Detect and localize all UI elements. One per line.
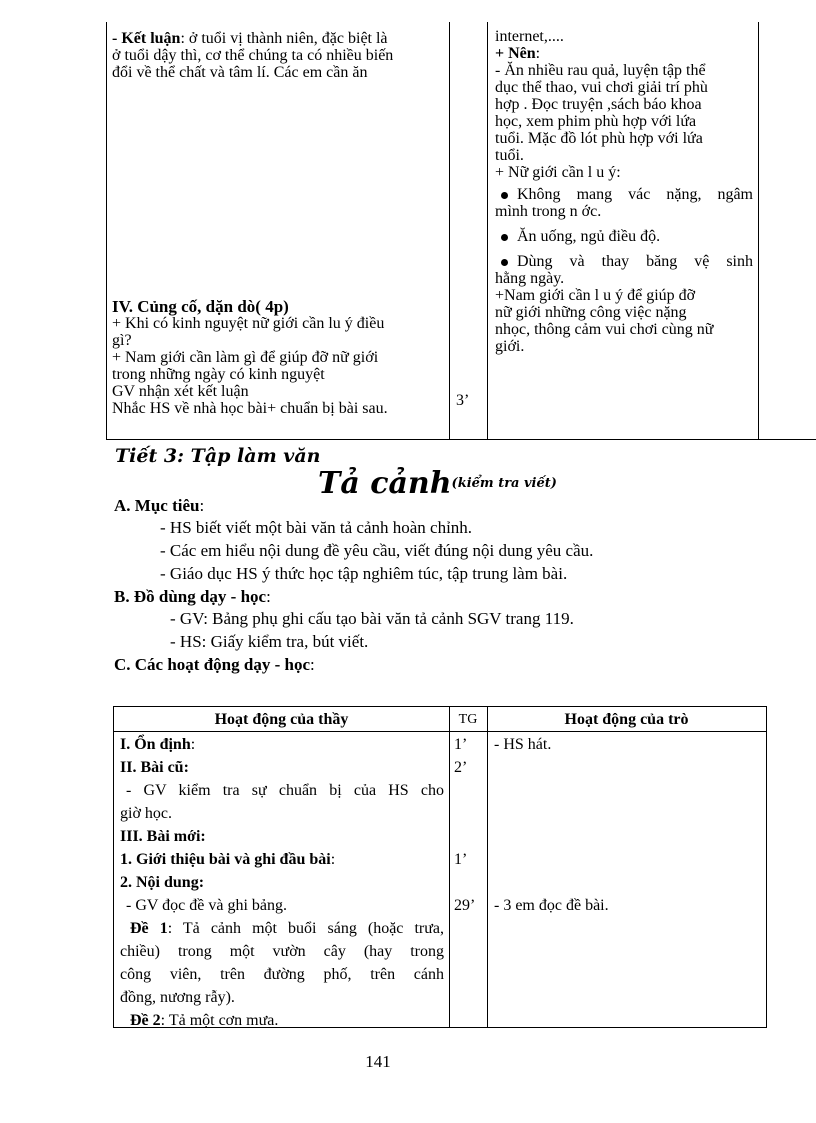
student-line: hằng ngày. — [495, 270, 565, 287]
student-column — [495, 28, 753, 355]
student-line: học, xem phim phù hợp với lứa — [495, 113, 697, 130]
time-cell: 3’ — [456, 392, 470, 409]
table-row: 2. Nội dung: — [120, 874, 205, 891]
lesson-title: Tả cảnh$^{(kiểm tra viết)}$ — [318, 466, 557, 501]
objective-item: - Giáo dục HS ý thức học tập nghiêm túc, tập trung làm bài. — [160, 564, 568, 583]
column-header: TG — [458, 712, 478, 727]
table-row: III. Bài mới: — [120, 828, 206, 845]
teacher-column — [112, 30, 442, 81]
student-line: giới. — [495, 338, 525, 355]
table-row: công viên, trên đường phố, trên cánh — [120, 966, 444, 983]
table-row: - GV đọc đề và ghi bảng. — [126, 897, 287, 914]
student-line: tuổi. — [495, 147, 524, 164]
materials-heading: B. Đồ dùng dạy - học: — [114, 587, 271, 606]
table-row: 1. Giới thiệu bài và ghi đầu bài: — [120, 851, 336, 868]
bullet-item: Không mang vác nặng, ngâm — [495, 186, 753, 203]
homework-line: Nhắc HS về nhà học bài+ chuẩn bị bài sau. — [112, 400, 388, 417]
teacher-column-part2 — [112, 298, 447, 417]
table-row: Đề 2: Tả một cơn mưa. — [130, 1012, 279, 1029]
table-border — [106, 22, 107, 440]
table-border — [449, 22, 450, 440]
student-cell: - HS hát. — [494, 736, 552, 753]
conclusion-line: - Kết luận: ở tuổi vị thành niên, đặc biệt là — [112, 30, 388, 47]
bullet-item: Dùng và thay băng vệ sinh — [495, 253, 753, 270]
column-header: Hoạt động của thầy — [214, 711, 349, 728]
time-cell: 29’ — [454, 897, 476, 914]
section-heading: IV. Củng cố, dặn dò( 4p) — [112, 297, 289, 316]
table-row: I. Ổn định: — [120, 736, 196, 753]
student-line: mình trong n ớc. — [495, 203, 602, 220]
question-line: gì? — [112, 332, 132, 349]
bullet-item: Ăn uống, ngủ điều độ. — [495, 228, 753, 245]
student-line: internet,.... — [495, 28, 564, 45]
table-border — [487, 707, 488, 1027]
teacher-activities — [120, 733, 444, 1032]
objective-item: - HS biết viết một bài văn tả cảnh hoàn chỉnh. — [160, 518, 473, 537]
time-cell: 1’ — [454, 851, 468, 868]
question-line: + Nam giới cần làm gì để giúp đỡ nữ giới — [112, 349, 379, 366]
objectives-heading: A. Mục tiêu: — [114, 496, 205, 515]
activities-table — [113, 706, 767, 1028]
student-line: + Nên: — [495, 45, 541, 62]
table-row: đồng, nương rẫy). — [120, 989, 235, 1006]
activities-heading: C. Các hoạt động dạy - học: — [114, 655, 315, 674]
student-line: tuổi. Mặc đồ lót phù hợp với lứa — [495, 130, 703, 147]
table-border — [114, 731, 766, 732]
table-border — [487, 22, 488, 440]
student-line: dục thể thao, vui chơi giải trí phù — [495, 79, 708, 96]
column-header: Hoạt động của trò — [564, 711, 689, 728]
student-line: nữ giới những công việc nặng — [495, 304, 687, 321]
question-line: trong những ngày có kinh nguyệt — [112, 366, 325, 383]
student-line: nhọc, thông cảm vui chơi cùng nữ — [495, 321, 714, 338]
teacher-line: GV nhận xét kết luận — [112, 383, 249, 400]
student-line: +Nam giới cần l u ý để giúp đỡ — [495, 287, 696, 304]
student-line: + Nữ giới cần l u ý: — [495, 164, 621, 181]
table-row: giờ học. — [120, 805, 173, 822]
bullet-icon — [501, 192, 508, 199]
student-line: hợp . Đọc truyện ,sách báo khoa — [495, 96, 702, 113]
question-line: + Khi có kinh nguyệt nữ giới cần lu ý điều — [112, 315, 385, 332]
table-border — [106, 439, 816, 440]
table-border — [449, 707, 450, 1027]
table-row: chiều) trong một vườn cây (hay trong — [120, 943, 444, 960]
conclusion-line: đổi về thể chất và tâm lí. Các em cần ăn — [112, 64, 368, 81]
bullet-icon — [501, 234, 508, 241]
time-cell: 2’ — [454, 759, 468, 776]
page-number: 141 — [365, 1052, 391, 1071]
student-cell: - 3 em đọc đề bài. — [494, 897, 609, 914]
table-row: II. Bài cũ: — [120, 759, 189, 776]
objective-item: - Các em hiểu nội dung đề yêu cầu, viết đúng nội dung yêu cầu. — [160, 541, 594, 560]
material-item: - HS: Giấy kiểm tra, bút viết. — [170, 632, 369, 651]
material-item: - GV: Bảng phụ ghi cấu tạo bài văn tả cảnh SGV trang 119. — [170, 609, 574, 628]
bullet-icon — [501, 259, 508, 266]
table-row: - GV kiểm tra sự chuẩn bị của HS cho — [126, 782, 444, 799]
lesson-heading: Tiết 3: Tập làm văn — [115, 445, 321, 467]
time-cell: 1’ — [454, 736, 468, 753]
continued-lesson-table — [106, 22, 816, 440]
student-line: - Ăn nhiều rau quả, luyện tập thể — [495, 62, 706, 79]
table-row: Đề 1: Tả cảnh một buổi sáng (hoặc trưa, — [130, 920, 444, 937]
conclusion-line: ở tuổi dậy thì, cơ thể chúng ta có nhiều biến — [112, 47, 394, 64]
table-border — [758, 22, 759, 440]
